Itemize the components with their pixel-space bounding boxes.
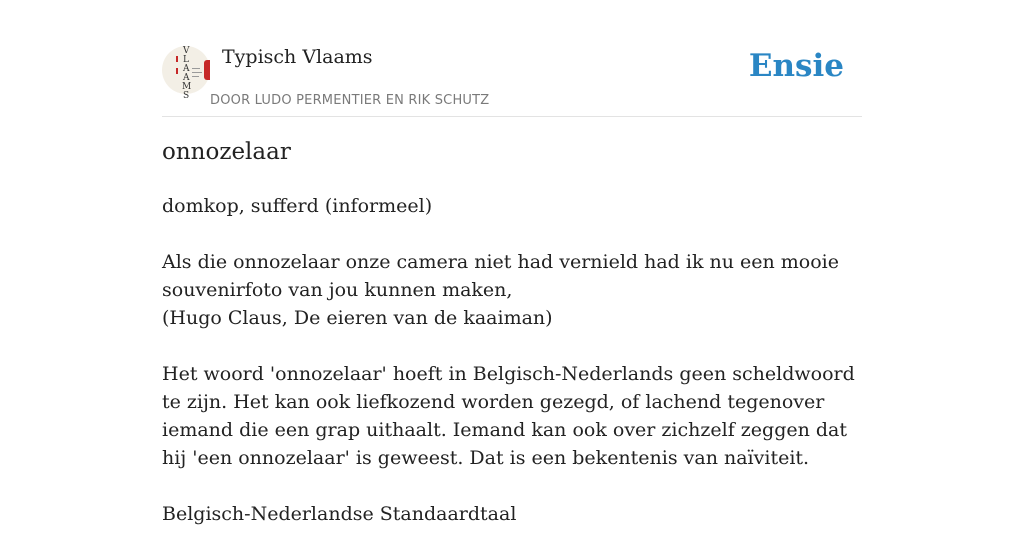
entry-title: onnozelaar [162,139,291,165]
site-logo[interactable] [162,46,210,101]
entry-definition: domkop, sufferd (informeel) [162,195,433,217]
logo-letter: V [183,46,190,56]
logo-letter: L [183,55,189,65]
page-container [162,0,862,525]
entry-footer-label: Belgisch-Nederlandse Standaardtaal [162,503,517,525]
entry-explanation: Het woord 'onnozelaar' hoeft in Belgisch-Nederlands geen scheldwoord te zijn. Het kan ook liefkozend worden gezegd, of lachend tegenover iemand die een grap uithaalt. Iemand kan ook over zichzelf zeggen dat hij 'een onnozelaar' is geweest. Dat is een bekentenis van naïviteit. [162,363,855,469]
logo-mark [176,56,178,62]
entry-body [162,192,862,556]
logo-rule [192,76,199,77]
logo-letter: A [183,64,190,74]
logo-letter: A [183,73,190,83]
logo-rule [192,72,202,73]
logo-letter: M [182,82,192,92]
entry-example [162,248,862,332]
logo-mark [176,68,178,74]
example-source: (Hugo Claus, De eieren van de kaaiman) [162,307,553,329]
example-line: Als die onnozelaar onze camera niet had vernield had ik nu een mooie [162,251,840,273]
logo-letter: S [183,91,190,101]
logo-accent [204,60,210,80]
site-title-link[interactable]: Typisch Vlaams [222,46,373,68]
ensie-brand-link[interactable]: Ensie [748,48,844,84]
logo-rule [192,68,200,69]
header [162,0,862,117]
example-line: souvenirfoto van jou kunnen maken, [162,279,513,301]
authors-byline: DOOR LUDO PERMENTIER EN RIK SCHUTZ [210,93,490,108]
